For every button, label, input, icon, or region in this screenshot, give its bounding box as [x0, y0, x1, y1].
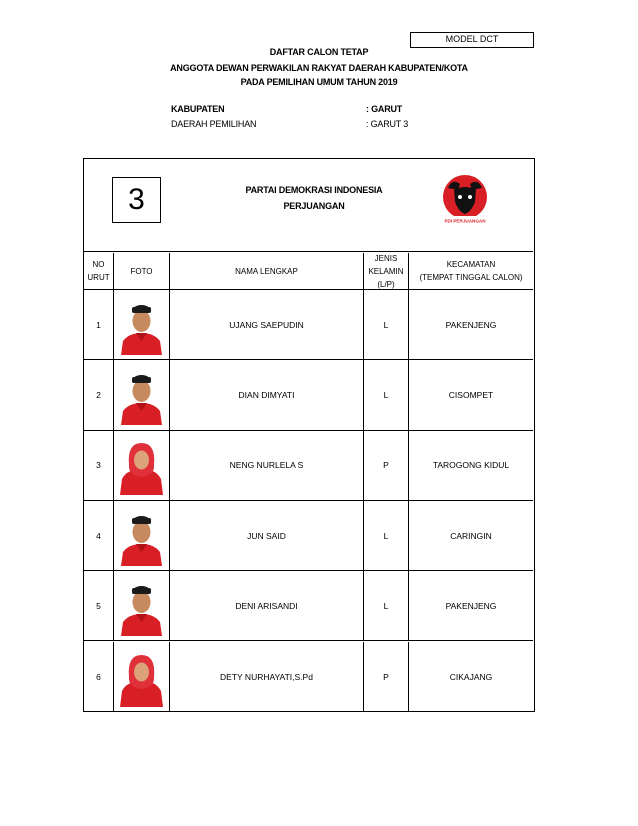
candidate-name: DIAN DIMYATI — [170, 360, 364, 429]
male-candidate-photo — [117, 576, 166, 636]
party-header — [84, 159, 533, 252]
title-line-3: PADA PEMILIHAN UMUM TAHUN 2019 — [240, 77, 398, 87]
kabupaten-label: KABUPATEN — [171, 104, 225, 114]
candidate-no: 4 — [84, 501, 114, 570]
candidate-name: JUN SAID — [170, 501, 364, 570]
col-header-foto: FOTO — [114, 253, 170, 290]
candidate-no: 6 — [84, 642, 114, 712]
dapil-label: DAERAH PEMILIHAN — [171, 119, 257, 129]
candidate-no: 1 — [84, 290, 114, 359]
col-header-jk — [364, 253, 409, 290]
candidate-photo-cell — [114, 431, 170, 500]
candidate-table — [83, 158, 535, 712]
col-header-no-line1: NO — [92, 260, 105, 269]
model-label-box: MODEL DCT — [410, 32, 534, 48]
table-row — [84, 571, 533, 641]
col-header-nama: NAMA LENGKAP — [170, 253, 364, 290]
candidate-name: UJANG SAEPUDIN — [170, 290, 364, 359]
col-header-jk-line3: (L/P) — [377, 279, 395, 289]
pdip-bull-logo-icon — [438, 172, 492, 226]
candidate-name: DETY NURHAYATI,S.Pd — [170, 642, 364, 712]
title-line-1: DAFTAR CALON TETAP — [269, 47, 369, 57]
candidate-no: 3 — [84, 431, 114, 500]
male-candidate-photo — [117, 365, 166, 425]
party-number: 3 — [112, 177, 161, 223]
table-row — [84, 360, 533, 430]
male-candidate-photo — [117, 295, 166, 355]
col-header-kec-line1: KECAMATAN — [446, 260, 496, 269]
candidate-name: NENG NURLELA S — [170, 431, 364, 500]
candidate-kecamatan: CISOMPET — [448, 389, 494, 400]
candidate-kecamatan: TAROGONG KIDUL — [432, 460, 510, 471]
candidate-no: 2 — [84, 360, 114, 429]
candidate-photo-cell — [114, 501, 170, 570]
female-candidate-photo — [117, 435, 166, 495]
candidate-kecamatan: PAKENJENG — [445, 319, 497, 330]
kabupaten-value: : GARUT — [366, 104, 403, 114]
table-row — [84, 501, 533, 571]
col-header-jk-line2: KELAMIN — [368, 266, 404, 276]
candidate-kecamatan: PAKENJENG — [445, 600, 497, 611]
candidate-gender: L — [364, 571, 409, 640]
party-name-line-1: PARTAI DEMOKRASI INDONESIA — [245, 185, 383, 195]
col-header-kec-line2: (TEMPAT TINGGAL CALON) — [419, 273, 523, 282]
col-header-jk-line1: JENIS — [374, 253, 398, 263]
candidate-gender: P — [364, 642, 409, 712]
male-candidate-photo — [117, 506, 166, 566]
candidate-kecamatan: CIKAJANG — [449, 671, 493, 682]
candidate-gender: L — [364, 360, 409, 429]
candidate-no: 5 — [84, 571, 114, 640]
party-name-line-2: PERJUANGAN — [283, 201, 345, 211]
candidate-gender: L — [364, 290, 409, 359]
candidate-photo-cell — [114, 360, 170, 429]
female-candidate-photo — [117, 647, 166, 707]
col-header-no-line2: URUT — [87, 273, 110, 282]
table-row — [84, 290, 533, 360]
candidate-photo-cell — [114, 571, 170, 640]
svg-text:PDI PERJUANGAN: PDI PERJUANGAN — [444, 218, 486, 224]
col-header-no — [84, 253, 114, 290]
title-line-2: ANGGOTA DEWAN PERWAKILAN RAKYAT DAERAH KABUPATEN/KOTA — [170, 63, 468, 73]
col-header-kecamatan — [409, 253, 533, 290]
candidate-photo-cell — [114, 642, 170, 712]
candidate-gender: L — [364, 501, 409, 570]
table-row — [84, 431, 533, 501]
dapil-value: : GARUT 3 — [366, 119, 409, 129]
candidate-photo-cell — [114, 290, 170, 359]
candidate-gender: P — [364, 431, 409, 500]
table-row — [84, 642, 533, 712]
candidate-name: DENI ARISANDI — [170, 571, 364, 640]
candidate-kecamatan: CARINGIN — [450, 530, 492, 541]
